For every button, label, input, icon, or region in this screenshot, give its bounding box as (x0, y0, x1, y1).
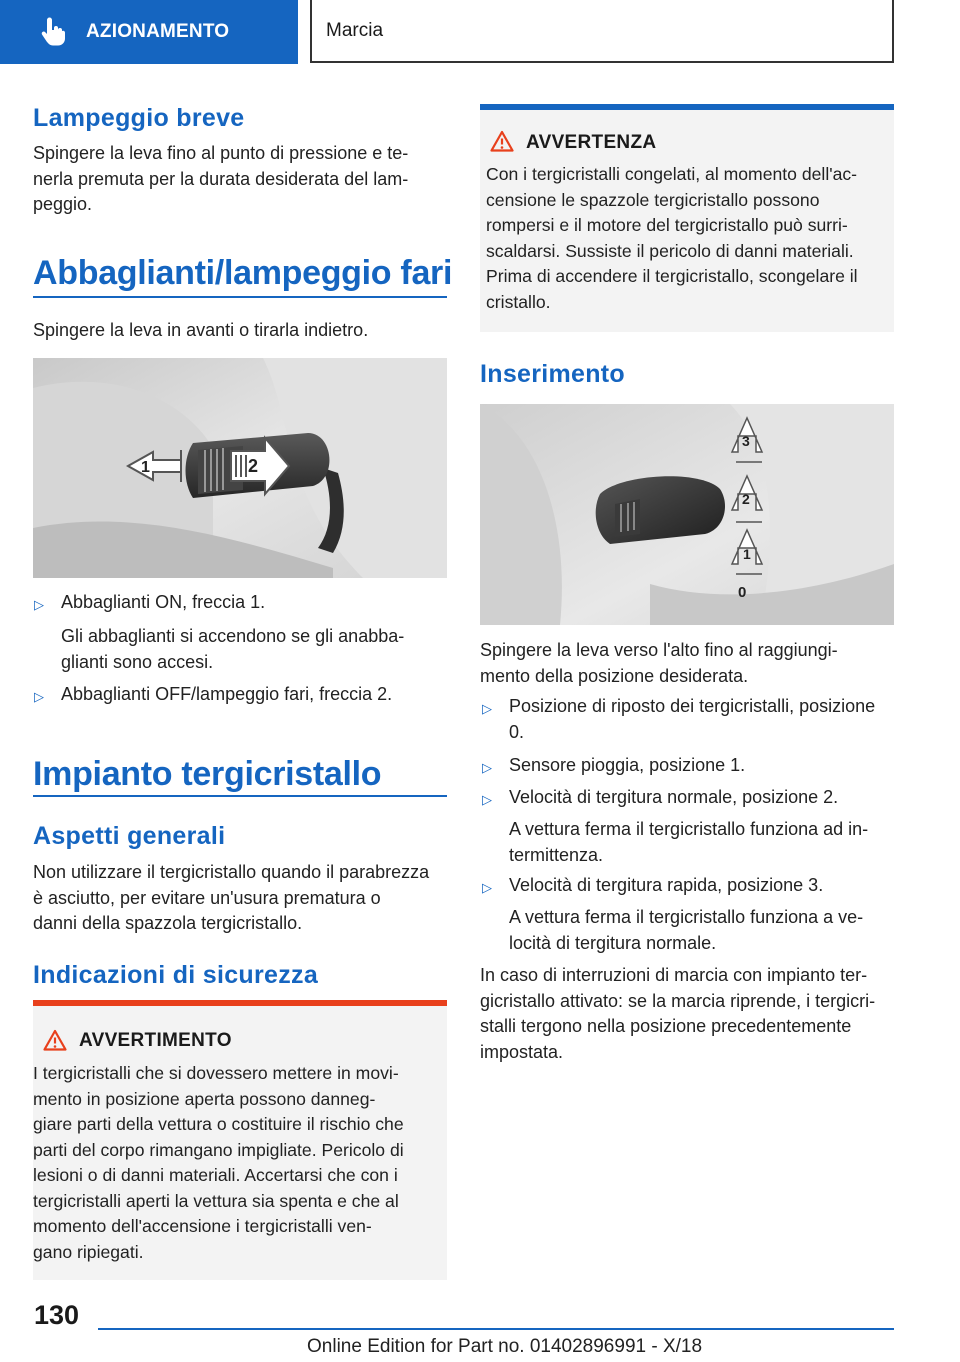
aspetti-heading: Aspetti generali (33, 822, 226, 850)
arrow-2-label: 2 (248, 456, 259, 476)
notice-color-bar (480, 104, 894, 110)
bullet-item: Velocità di tergitura normale, posizione 2. (509, 787, 839, 807)
bullet-triangle-icon: ▷ (482, 880, 492, 895)
footer-rule (98, 1328, 894, 1330)
bullet-triangle-icon: ▷ (34, 597, 44, 612)
heading-rule (33, 795, 447, 797)
warning-box (33, 1000, 447, 1280)
arrow-1-label: 1 (141, 459, 150, 476)
notice-triangle-icon (490, 130, 514, 152)
chapter-title: Marcia (326, 19, 384, 41)
bullet-subtext: A vettura ferma il tergicristallo funziona a ve- locità di tergitura normale. (509, 907, 864, 953)
page-number: 130 (34, 1300, 80, 1330)
warning-title: AVVERTIMENTO (79, 1030, 232, 1051)
notice-title: AVVERTENZA (526, 132, 657, 153)
position-0-label: 0 (738, 584, 747, 601)
section-tab-label: AZIONAMENTO (86, 21, 230, 42)
bullet-item: Abbaglianti ON, freccia 1. (61, 592, 266, 612)
notice-box (480, 104, 894, 332)
footer-edition: Online Edition for Part no. 01402896991 - X/18 (307, 1336, 703, 1357)
aspetti-text: Non utilizzare il tergicristallo quando il parabrezza è asciutto, per evitare un'usura prematura o danni della spazzola tergicristallo. (33, 862, 430, 933)
position-1-label: 1 (743, 546, 751, 562)
position-2-label: 2 (742, 491, 750, 507)
bullet-triangle-icon: ▷ (482, 792, 492, 807)
position-3-label: 3 (742, 433, 750, 449)
indicazioni-heading: Indicazioni di sicurezza (33, 961, 319, 989)
bullet-triangle-icon: ▷ (482, 760, 492, 775)
lampeggio-text: Spingere la leva fino al punto di pressione e te- nerla premuta per la durata desiderata del lam- peggio. (33, 143, 409, 214)
bullet-item: Posizione di riposto dei tergicristalli, posizione 0. (509, 696, 876, 742)
high-beam-stalk-illustration (33, 358, 447, 578)
inserimento-heading: Inserimento (480, 360, 625, 388)
section-tab[interactable] (0, 0, 298, 64)
bullet-item: Abbaglianti OFF/lampeggio fari, freccia 2. (61, 684, 393, 704)
wiper-stalk-illustration (480, 404, 894, 625)
warning-color-bar (33, 1000, 447, 1006)
bullet-item: Sensore pioggia, posizione 1. (509, 755, 746, 775)
notice-text: Con i tergicristalli congelati, al momento dell'ac- censione le spazzole tergicristallo possono rompersi e il motore del tergicristallo può surri- scaldarsi. Sussiste il pericolo di danni materiali. Prima di accendere il tergicristallo, scongelare il cristallo. (486, 164, 858, 312)
abbaglianti-heading: Abbaglianti/lampeggio fari (33, 254, 453, 292)
bullet-subtext: Gli abbaglianti si accendono se gli anabba- glianti sono accesi. (61, 626, 405, 672)
warning-triangle-icon (43, 1029, 67, 1051)
heading-rule (33, 296, 447, 298)
bullet-subtext: A vettura ferma il tergicristallo funziona ad in- termittenza. (509, 819, 869, 865)
inserimento-text: Spingere la leva verso l'alto fino al raggiungi- mento della posizione desiderata. (480, 640, 838, 686)
bullet-triangle-icon: ▷ (482, 701, 492, 716)
impianto-heading: Impianto tergicristallo (33, 755, 382, 793)
warning-text: I tergicristalli che si dovessero mettere in movi- mento in posizione aperta possono danneg- giare parti della vettura o costituire il rischio che parti del corpo rimangano impigliate. Pericolo di lesioni o di danni materiali. Accertarsi che con i tergicristalli aperti la vettura sia spenta e che al momento dell'accensione i tergicristalli ven- gano ripiegati. (33, 1063, 404, 1262)
closing-text: In caso di interruzioni di marcia con impianto ter- gicristallo attivato: se la marcia riprende, i tergicri- stalli tergono nella posizione precedentemente impostata. (480, 965, 876, 1062)
chapter-header (310, 0, 894, 63)
hand-pointer-icon (38, 17, 68, 47)
bullet-item: Velocità di tergitura rapida, posizione 3. (509, 875, 824, 895)
bullet-triangle-icon: ▷ (34, 689, 44, 704)
lampeggio-heading: Lampeggio breve (33, 104, 245, 132)
abbaglianti-text: Spingere la leva in avanti o tirarla indietro. (33, 320, 369, 340)
